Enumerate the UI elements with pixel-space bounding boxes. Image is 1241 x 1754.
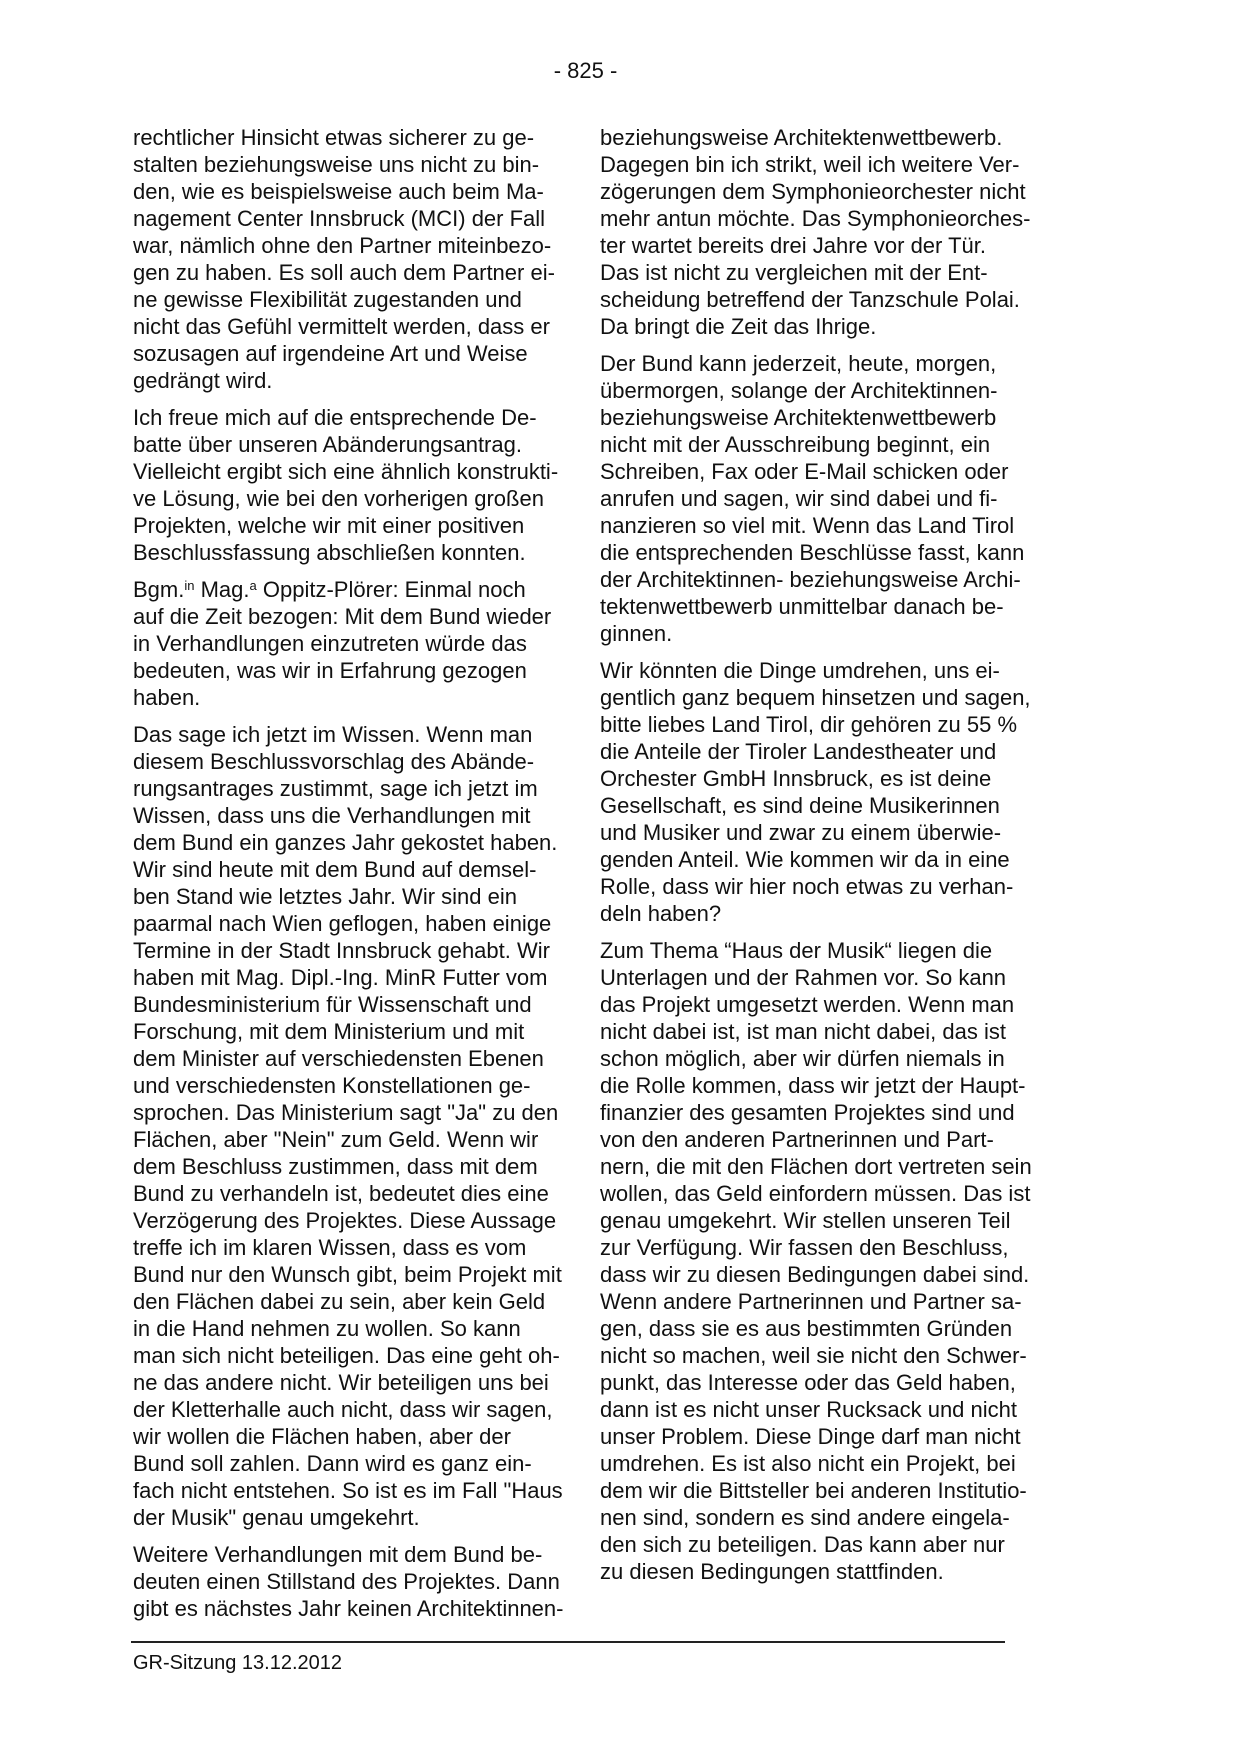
footer-rule (131, 1641, 1005, 1643)
footer-text: GR-Sitzung 13.12.2012 (133, 1652, 343, 1674)
paragraph: Bgm.$^{in}$ Mag.$^a$ Oppitz-Plörer: Einmal noch auf die Zeit bezogen: Mit dem Bund wieder in Verhandlungen einzutreten würde das bedeuten, was wir in Erfahrung gezogen haben. (133, 577, 552, 710)
paragraph: Das sage ich jetzt im Wissen. Wenn man diesem Beschlussvorschlag des Abände- rungsantrages zustimmt, sage ich jetzt im Wissen, dass uns die Verhandlungen mit dem Bund ein ganzes Jahr gekostet haben. Wir sind heute mit dem Bund auf demsel- ben Stand wie letztes Jahr. Wir sind ein paarmal nach Wien geflogen, haben einige Termine in der Stadt Innsbruck gehabt. Wir haben mit Mag. Dipl.-Ing. MinR Futter vom Bundesministerium für Wissenschaft und Forschung, mit dem Ministerium und mit dem Minister auf verschiedensten Ebenen und verschiedensten Konstellationen ge- sprochen. Das Ministerium sagt "Ja" zu den Flächen, aber "Nein" zum Geld. Wenn wir dem Beschluss zustimmen, dass mit dem Bund zu verhandeln ist, bedeutet dies eine Verzögerung des Projektes. Diese Aussage treffe ich im klaren Wissen, dass es vom Bund nur den Wunsch gibt, beim Projekt mit den Flächen dabei zu sein, aber kein Geld in die Hand nehmen zu wollen. So kann man sich nicht beteiligen. Das eine geht oh- ne das andere nicht. Wir beteiligen uns bei der Kletterhalle auch nicht, dass wir sagen, wir wollen die Flächen haben, aber der Bund soll zahlen. Dann wird es ganz ein- fach nicht entstehen. So ist es im Fall "Haus der Musik" genau umgekehrt. (133, 722, 563, 1530)
page-content (133, 124, 1050, 1622)
page-number: - 825 - (553, 58, 618, 83)
paragraph: Ich freue mich auf die entsprechende De- batte über unseren Abänderungsantrag. Vielleicht ergibt sich eine ähnlich konstrukti- ve Lösung, wie bei den vorherigen großen Projekten, welche wir mit einer positiven Beschlussfassung abschließen konnten. (133, 405, 559, 565)
paragraph: rechtlicher Hinsicht etwas sicherer zu ge- stalten beziehungsweise uns nicht zu bin- den, wie es beispielsweise auch beim Ma- nagement Center Innsbruck (MCI) der Fall war, nämlich ohne den Partner miteinbezo- gen zu haben. Es soll auch dem Partner ei- ne gewisse Flexibilität zugestanden und nicht das Gefühl vermittelt werden, dass er sozusagen auf irgendeine Art und Weise gedrängt wird. (133, 125, 555, 393)
paragraph: Der Bund kann jederzeit, heute, morgen, übermorgen, solange der Architektinnen- beziehungsweise Architektenwettbewerb nicht mit der Ausschreibung beginnt, ein Schreiben, Fax oder E-Mail schicken oder anrufen und sagen, wir sind dabei und fi- nanzieren so viel mit. Wenn das Land Tirol die entsprechenden Beschlüsse fasst, kann der Architektinnen- beziehungsweise Archi- tektenwettbewerb unmittelbar danach be- ginnen. (600, 351, 1025, 646)
left-column (133, 124, 583, 1622)
superscript-title-abbr: in (184, 578, 195, 593)
paragraph: Weitere Verhandlungen mit dem Bund be- deuten einen Stillstand des Projektes. Dann gibt es nächstes Jahr keinen Architektinnen- (133, 1542, 564, 1621)
superscript-title-abbr: a (249, 578, 257, 593)
paragraph: Wir könnten die Dinge umdrehen, uns ei- gentlich ganz bequem hinsetzen und sagen, bitte liebes Land Tirol, dir gehören zu 55 % die Anteile der Tiroler Landestheater und Orchester GmbH Innsbruck, es ist deine Gesellschaft, es sind deine Musikerinnen und Musiker und zwar zu einem überwie- genden Anteil. Wie kommen wir da in eine Rolle, dass wir hier noch etwas zu verhan- deln haben? (600, 658, 1031, 926)
paragraph: beziehungsweise Architektenwettbewerb. Dagegen bin ich strikt, weil ich weitere Ver- zögerungen dem Symphonieorchester nicht mehr antun möchte. Das Symphonieorches- ter wartet bereits drei Jahre vor der Tür. Das ist nicht zu vergleichen mit der Ent- scheidung betreffend der Tanzschule Polai. Da bringt die Zeit das Ihrige. (600, 125, 1031, 339)
right-column (600, 124, 1050, 1622)
paragraph: Zum Thema “Haus der Musik“ liegen die Unterlagen und der Rahmen vor. So kann das Projekt umgesetzt werden. Wenn man nicht dabei ist, ist man nicht dabei, das ist schon möglich, aber wir dürfen niemals in die Rolle kommen, dass wir jetzt der Haupt- finanzier des gesamten Projektes sind und von den anderen Partnerinnen und Part- nern, die mit den Flächen dort vertreten sein wollen, das Geld einfordern müssen. Das ist genau umgekehrt. Wir stellen unseren Teil zur Verfügung. Wir fassen den Beschluss, dass wir zu diesen Bedingungen dabei sind. Wenn andere Partnerinnen und Partner sa- gen, dass sie es aus bestimmten Gründen nicht so machen, weil sie nicht den Schwer- punkt, das Interesse oder das Geld haben, dann ist es nicht unser Rucksack und nicht unser Problem. Diese Dinge darf man nicht umdrehen. Es ist also nicht ein Projekt, bei dem wir die Bittsteller bei anderen Institutio- nen sind, sondern es sind andere eingela- den sich zu beteiligen. Das kann aber nur zu diesen Bedingungen stattfinden. (600, 938, 1032, 1584)
